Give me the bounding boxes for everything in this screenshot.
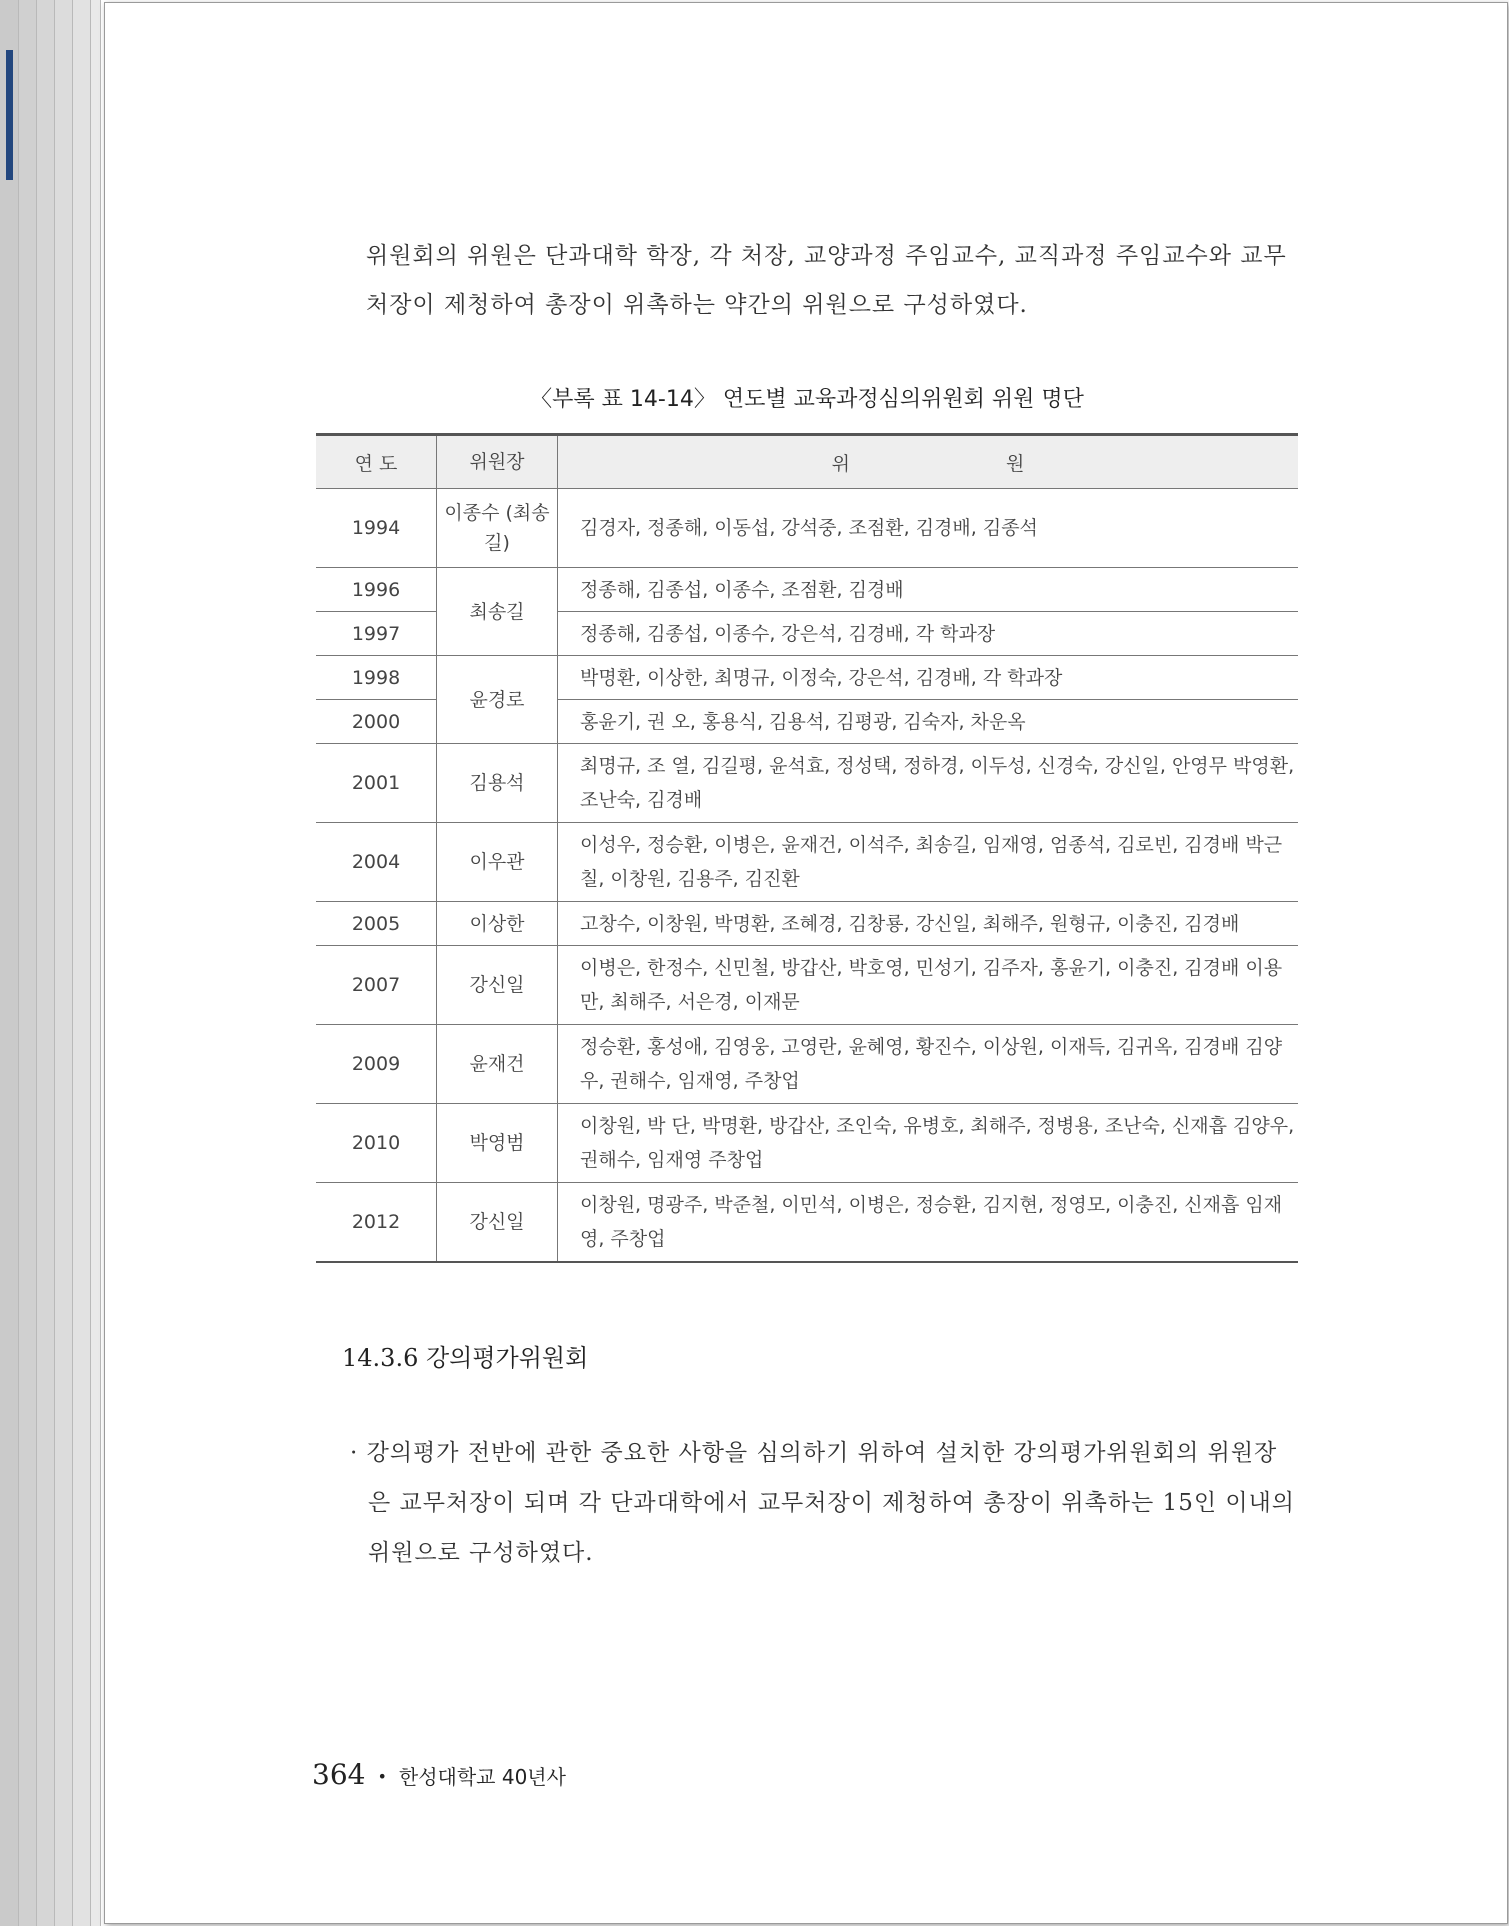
page-number: 364 <box>312 1758 366 1791</box>
table-row <box>316 902 1298 946</box>
chair-cell: 강신일 <box>437 1183 558 1262</box>
year-cell: 2010 <box>316 1104 437 1183</box>
chair-cell: 이종수 (최송길) <box>437 489 558 568</box>
table-row <box>316 656 1298 700</box>
year-cell: 2012 <box>316 1183 437 1262</box>
year-cell: 1996 <box>316 568 437 612</box>
table-header-row <box>316 435 1298 489</box>
members-cell: 이창원, 박 단, 박명환, 방갑산, 조인숙, 유병호, 최해주, 정병용, 조난숙, 신재흡 김양우, 권해수, 임재영 주창업 <box>558 1104 1299 1183</box>
members-cell: 김경자, 정종해, 이동섭, 강석중, 조점환, 김경배, 김종석 <box>558 489 1299 568</box>
table-row <box>316 1104 1298 1183</box>
members-cell: 정종해, 김종섭, 이종수, 조점환, 김경배 <box>558 568 1299 612</box>
chair-cell: 박영범 <box>437 1104 558 1183</box>
section-paragraph <box>350 1428 1300 1578</box>
year-cell: 2004 <box>316 823 437 902</box>
table-caption: 〈부록 표 14-14〉 연도별 교육과정심의위원회 위원 명단 <box>530 387 1084 412</box>
chair-cell: 최송길 <box>437 568 558 656</box>
year-cell: 1994 <box>316 489 437 568</box>
table-row <box>316 744 1298 823</box>
members-cell: 정승환, 홍성애, 김영웅, 고영란, 윤혜영, 황진수, 이상원, 이재득, 김귀옥, 김경배 김양우, 권해수, 임재영, 주창업 <box>558 1025 1299 1104</box>
header-year: 연 도 <box>316 435 437 489</box>
footer-separator: • <box>377 1767 387 1786</box>
section-bullet-text: · 강의평가 전반에 관한 중요한 사항을 심의하기 위하여 설치한 강의평가위원회의 위원장은 교무처장이 되며 각 단과대학에서 교무처장이 제청하여 총장이 위촉하는 15인 이내의 위원으로 구성하였다. <box>350 1440 1296 1566</box>
members-cell: 최명규, 조 열, 김길평, 윤석효, 정성택, 정하경, 이두성, 신경숙, 강신일, 안영무 박영환, 조난숙, 김경배 <box>558 744 1299 823</box>
members-cell: 홍윤기, 권 오, 홍용식, 김용석, 김평광, 김숙자, 차운옥 <box>558 700 1299 744</box>
table-row <box>316 489 1298 568</box>
year-cell: 2001 <box>316 744 437 823</box>
header-chair: 위원장 <box>437 435 558 489</box>
chair-cell: 윤경로 <box>437 656 558 744</box>
chair-cell: 이우관 <box>437 823 558 902</box>
year-cell: 1997 <box>316 612 437 656</box>
members-cell: 이성우, 정승환, 이병은, 윤재건, 이석주, 최송길, 임재영, 엄종석, 김로빈, 김경배 박근칠, 이창원, 김용주, 김진환 <box>558 823 1299 902</box>
year-cell: 1998 <box>316 656 437 700</box>
intro-paragraph <box>366 232 1306 330</box>
members-cell: 이병은, 한정수, 신민철, 방갑산, 박호영, 민성기, 김주자, 홍윤기, 이충진, 김경배 이용만, 최해주, 서은경, 이재문 <box>558 946 1299 1025</box>
table-row <box>316 568 1298 612</box>
section-heading: 14.3.6 강의평가위원회 <box>342 1344 589 1372</box>
table-row <box>316 1183 1298 1262</box>
table-row <box>316 1025 1298 1104</box>
book-title: 한성대학교 40년사 <box>398 1765 566 1789</box>
members-cell: 정종해, 김종섭, 이종수, 강은석, 김경배, 각 학과장 <box>558 612 1299 656</box>
committee-members-table <box>316 433 1298 1263</box>
chair-cell: 윤재건 <box>437 1025 558 1104</box>
table-row <box>316 823 1298 902</box>
members-cell: 이창원, 명광주, 박준철, 이민석, 이병은, 정승환, 김지현, 정영모, 이충진, 신재흡 임재영, 주창업 <box>558 1183 1299 1262</box>
table-row <box>316 946 1298 1025</box>
chair-cell: 김용석 <box>437 744 558 823</box>
header-members: 위 원 <box>558 435 1299 489</box>
year-cell: 2000 <box>316 700 437 744</box>
intro-text: 위원회의 위원은 단과대학 학장, 각 처장, 교양과정 주임교수, 교직과정 주임교수와 교무처장이 제청하여 총장이 위촉하는 약간의 위원으로 구성하였다. <box>366 243 1287 318</box>
year-cell: 2005 <box>316 902 437 946</box>
year-cell: 2007 <box>316 946 437 1025</box>
book-spine-mark <box>6 50 13 180</box>
year-cell: 2009 <box>316 1025 437 1104</box>
members-cell: 박명환, 이상한, 최명규, 이정숙, 강은석, 김경배, 각 학과장 <box>558 656 1299 700</box>
chair-cell: 이상한 <box>437 902 558 946</box>
book-page-stack <box>0 0 106 1926</box>
chair-cell: 강신일 <box>437 946 558 1025</box>
page-footer <box>312 1758 566 1791</box>
members-cell: 고창수, 이창원, 박명환, 조혜경, 김창룡, 강신일, 최해주, 원형규, 이충진, 김경배 <box>558 902 1299 946</box>
